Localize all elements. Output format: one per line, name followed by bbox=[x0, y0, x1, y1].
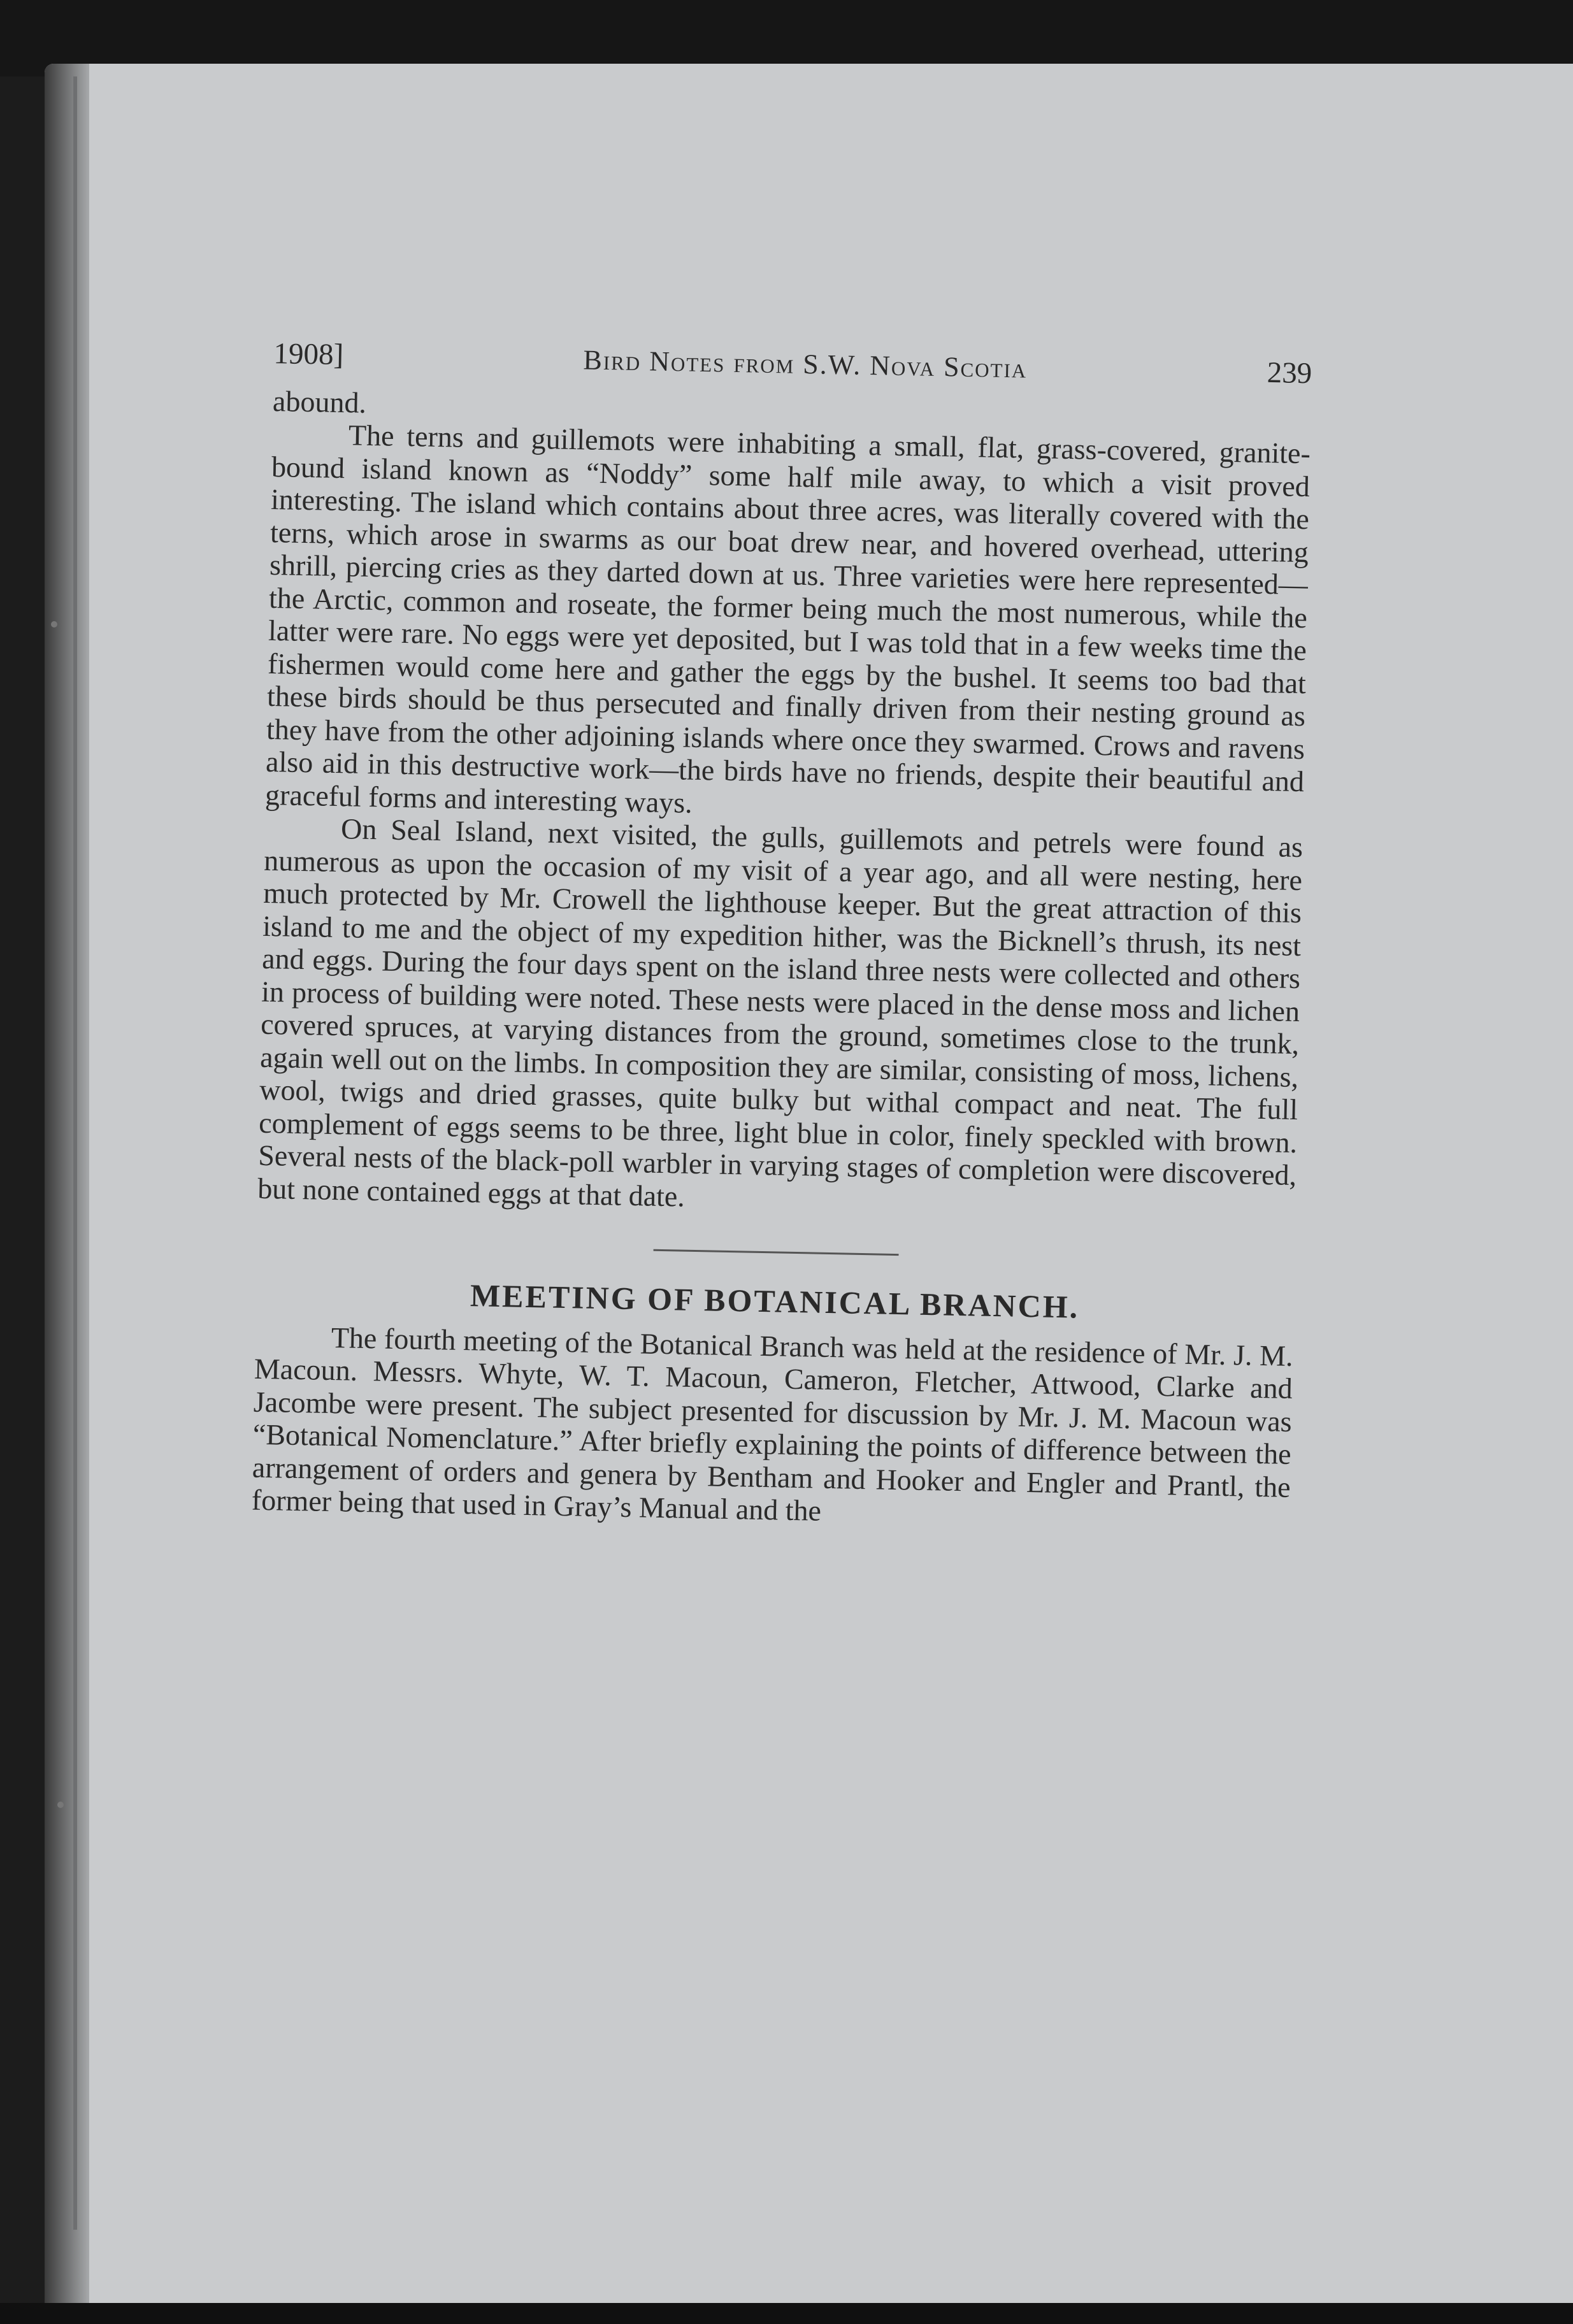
paragraph-seal-island: On Seal Island, next visited, the gulls, guillemots and petrels were found as numerous as upon the occasion of my visit of a year ago, and all were nesting, here much protected by Mr. Crowell the lighthouse keeper. But the great attraction of this island to me and the object of my expedition hither, was the Bicknell’s thrush, its nest and eggs. During the four days spent on the island three nests were collected and others in process of building were noted. These nests were placed in the dense moss and lichen covered spruces, at varying distances from the ground, sometimes close to the trunk, again well out on the limbs. In composition they are similar, consisting of moss, lichens, wool, twigs and dried grasses, quite bulky but withal compact and neat. The full complement of eggs seems to be three, light blue in color, finely speckled with brown. Several nests of the black-poll warbler in varying stages of completion were discovered, but none contained eggs at that date. bbox=[257, 812, 1304, 1213]
paragraph-terns: The terns and guillemots were inhabiting a small, flat, grass-covered, granite-bound island known as “Noddy” some half mile away, to which a visit proved interesting. The island which contains about three acres, was literally covered with the terns, which arose in swarms as our boat drew near, and hovered overhead, uttering shrill, piercing cries as they darted down at us. Three varieties were here represented—the Arctic, common and roseate, the former being much the most numerous, while the latter were rare. No eggs were yet deposited, but I was told that in a few weeks time the fishermen would come here and gather the eggs by the bushel. It seems too bad that these birds should be thus persecuted and finally driven from their nesting ground as they have from the other adjoining islands where once they swarmed. Crows and ravens also aid in this destructive work—the birds have no friends, despite their beautiful and graceful forms and interesting ways. bbox=[264, 419, 1311, 819]
running-head-year: 1908] bbox=[273, 337, 344, 372]
section-divider-rule bbox=[653, 1249, 898, 1256]
running-head-title: Bird Notes from S.W. Nova Scotia bbox=[583, 344, 1028, 384]
paragraph-continuation: abound. bbox=[272, 384, 367, 419]
scan-bottom-edge bbox=[0, 2303, 1573, 2324]
page-text-block bbox=[251, 338, 1312, 1536]
paragraph-botanical-meeting: The fourth meeting of the Botanical Branch was held at the residence of Mr. J. M. Macoun. Messrs. Whyte, W. T. Macoun, Cameron, Fletcher, Attwood, Clarke and Jacombe were present. The subject presented for discussion by Mr. J. M. Macoun was “Botanical Nomenclature.” After briefly explaining the points of difference between the arrangement of orders and genera by Bentham and Hooker and Engler and Prantl, the former being that used in Gray’s Manual and the bbox=[251, 1321, 1294, 1527]
binding-line bbox=[73, 76, 77, 2230]
scan-speck bbox=[57, 1802, 64, 1808]
scan-speck bbox=[51, 621, 57, 628]
page-gutter-shadow bbox=[45, 64, 89, 2303]
page-number: 239 bbox=[1267, 355, 1312, 391]
section-heading: MEETING OF BOTANICAL BRANCH. bbox=[470, 1277, 1080, 1325]
